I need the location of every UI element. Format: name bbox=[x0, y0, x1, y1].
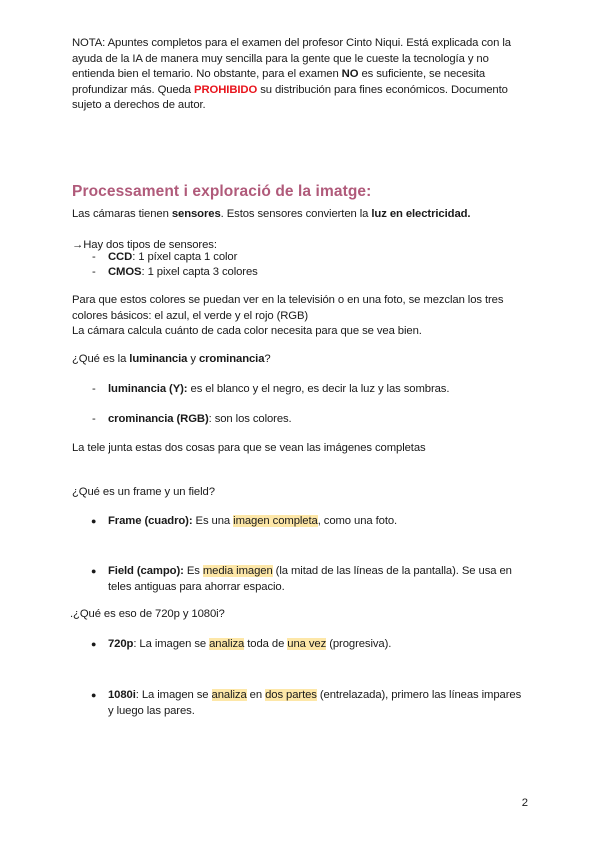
note-line-2: ayuda de la IA de manera muy sencilla para la gente que le cueste la tecnología y no bbox=[72, 52, 489, 65]
note-no-bold: NO bbox=[341, 68, 359, 80]
term-name: crominancia (RGB) bbox=[108, 413, 209, 425]
bullet-icon: ● bbox=[91, 690, 97, 700]
note-line-4 bbox=[72, 83, 542, 99]
sensor-desc: : 1 pixel capta 3 colores bbox=[141, 266, 258, 278]
lumi-summary: La tele junta estas dos cosas para que se vean las imágenes completas bbox=[72, 442, 426, 454]
colors-line-3: La cámara calcula cuánto de cada color necesita para que se vea bien. bbox=[72, 325, 422, 337]
sensors-text: Las cámaras tienen bbox=[72, 208, 172, 220]
note-line-5: sujeto a derechos de autor. bbox=[72, 99, 206, 111]
term-desc: , como una foto. bbox=[317, 515, 398, 527]
frame-item-text bbox=[108, 514, 528, 530]
term-desc: Es una bbox=[192, 515, 234, 527]
sensor-name: CMOS bbox=[108, 266, 142, 278]
question-text: y bbox=[187, 353, 199, 365]
frame-question: ¿Qué es un frame y un field? bbox=[72, 486, 215, 498]
term-name: Frame (cuadro): bbox=[108, 515, 193, 527]
term-desc: es el blanco y el negro, es decir la luz y las sombras. bbox=[187, 383, 450, 395]
colors-line-1: Para que estos colores se puedan ver en la televisión o en una foto, se mezclan los tres bbox=[72, 294, 504, 306]
luz-electricidad-bold: luz en electricidad. bbox=[371, 208, 471, 220]
field-line-2: teles antiguas para ahorrar espacio. bbox=[108, 580, 285, 593]
sensores-bold: sensores bbox=[171, 208, 221, 220]
dash-marker: - bbox=[92, 413, 96, 425]
dash-marker: - bbox=[92, 251, 96, 263]
term-desc: toda de bbox=[244, 638, 288, 650]
term-desc: : son los colores. bbox=[208, 413, 292, 425]
term-desc: (la mitad de las líneas de la pantalla). Se usa en bbox=[272, 565, 512, 577]
colors-line-2: colores básicos: el azul, el verde y el rojo (RGB) bbox=[72, 309, 309, 322]
note-text: su distribución para fines económicos. Documento bbox=[257, 83, 508, 96]
1080i-item-text bbox=[108, 688, 528, 719]
term-desc: en bbox=[246, 689, 266, 701]
highlight: media imagen bbox=[202, 565, 273, 577]
page-number: 2 bbox=[521, 797, 528, 809]
term-name: 1080i bbox=[108, 689, 136, 701]
term-desc: : La imagen se bbox=[133, 638, 210, 650]
field-line-1 bbox=[108, 564, 528, 580]
highlight: una vez bbox=[287, 638, 327, 650]
colors-paragraph bbox=[72, 293, 542, 340]
field-item-text bbox=[108, 564, 528, 595]
term-name: Field (campo): bbox=[108, 565, 184, 577]
term-desc: (progresiva). bbox=[326, 638, 392, 650]
sensor-item-cmos-text bbox=[108, 265, 258, 281]
note-text: es suficiente, se necesita bbox=[358, 68, 486, 80]
note-text: profundizar más. Queda bbox=[72, 83, 195, 96]
note-paragraph bbox=[72, 36, 542, 114]
luminancia-question bbox=[72, 352, 271, 368]
term-desc: (entrelazada), primero las líneas impares bbox=[316, 689, 522, 701]
section-heading: Processament i exploració de la imatge: bbox=[72, 183, 372, 200]
question-text: ? bbox=[264, 353, 271, 365]
sensor-desc: : 1 píxel capta 1 color bbox=[132, 251, 238, 263]
highlight: dos partes bbox=[265, 689, 317, 701]
crominancia-bold: crominancia bbox=[198, 353, 265, 365]
sensor-name: CCD bbox=[108, 251, 133, 263]
prohibido-warning: PROHIBIDO bbox=[194, 83, 258, 96]
dash-marker: - bbox=[92, 383, 96, 395]
bullet-icon: ● bbox=[91, 516, 97, 526]
highlight: analiza bbox=[209, 638, 245, 650]
highlight: analiza bbox=[211, 689, 247, 701]
term-desc: : La imagen se bbox=[135, 689, 212, 701]
note-line-1: NOTA: Apuntes completos para el examen del profesor Cinto Niqui. Está explicada con la bbox=[72, 37, 511, 49]
highlight: imagen completa bbox=[233, 515, 318, 527]
sensors-text: . Estos sensores convierten la bbox=[220, 208, 372, 220]
dash-marker: - bbox=[92, 266, 96, 278]
1080i-line-1 bbox=[108, 688, 528, 704]
1080i-line-2: y luego las pares. bbox=[108, 704, 195, 717]
720p-item-text bbox=[108, 637, 528, 653]
question-text: ¿Qué es la bbox=[72, 353, 130, 365]
sensors-paragraph bbox=[72, 207, 470, 223]
term-name: luminancia (Y): bbox=[108, 383, 188, 395]
bullet-icon: ● bbox=[91, 566, 97, 576]
luminancia-bold: luminancia bbox=[129, 353, 188, 365]
luminancia-item-text bbox=[108, 382, 449, 398]
note-line-3 bbox=[72, 67, 542, 83]
term-desc: Es bbox=[183, 565, 203, 577]
resolution-question: .¿Qué es eso de 720p y 1080i? bbox=[70, 608, 225, 620]
term-name: 720p bbox=[108, 638, 134, 650]
note-text: entienda bien el temario. No obstante, para el examen bbox=[72, 68, 342, 80]
sensor-item-ccd-text bbox=[108, 250, 237, 266]
sensor-types-intro: →Hay dos tipos de sensores: bbox=[72, 239, 217, 251]
crominancia-item-text bbox=[108, 412, 292, 428]
bullet-icon: ● bbox=[91, 639, 97, 649]
